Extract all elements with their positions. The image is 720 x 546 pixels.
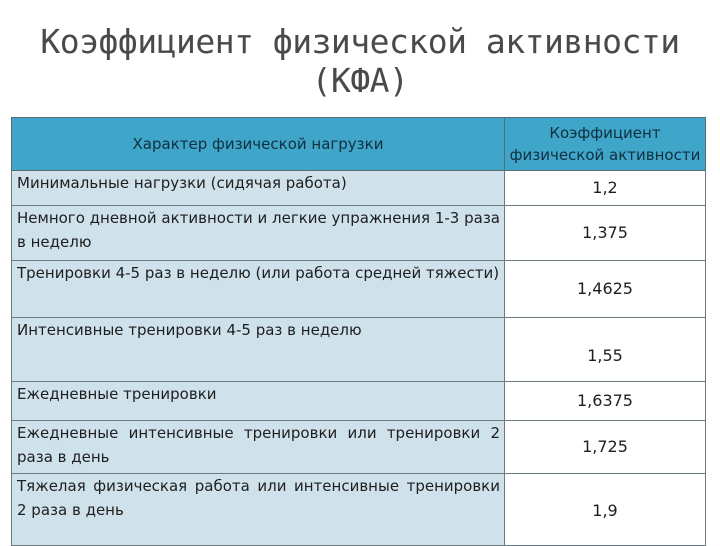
coefficient-cell: 1,725 xyxy=(505,421,706,474)
coefficient-cell: 1,9 xyxy=(505,474,706,546)
header-coefficient-line2: физической активности xyxy=(509,146,701,164)
header-coefficient xyxy=(505,118,706,171)
load-cell: Ежедневные тренировки xyxy=(12,382,505,421)
header-load-type: Характер физической нагрузки xyxy=(12,118,505,171)
table-row xyxy=(12,421,706,474)
table-header-row xyxy=(12,118,706,171)
coefficient-cell: 1,55 xyxy=(505,318,706,382)
load-cell: Тяжелая физическая работа или интенсивные тренировки 2 раза в день xyxy=(12,474,505,546)
table-row xyxy=(12,206,706,261)
coefficient-cell: 1,4625 xyxy=(505,261,706,318)
title-line-1: Коэффициент физической активности xyxy=(40,22,680,61)
table-row xyxy=(12,474,706,546)
load-cell: Минимальные нагрузки (сидячая работа) xyxy=(12,171,505,206)
activity-coefficient-table xyxy=(11,117,706,546)
table-row xyxy=(12,318,706,382)
table-row xyxy=(12,171,706,206)
coefficient-cell: 1,375 xyxy=(505,206,706,261)
table-row xyxy=(12,382,706,421)
load-cell: Немного дневной активности и легкие упражнения 1-3 раза в неделю xyxy=(12,206,505,261)
coefficient-cell: 1,6375 xyxy=(505,382,706,421)
load-cell: Тренировки 4-5 раз в неделю (или работа средней тяжести) xyxy=(12,261,505,318)
header-coefficient-line1: Коэффициент xyxy=(549,124,661,142)
load-cell: Ежедневные интенсивные тренировки или тренировки 2 раза в день xyxy=(12,421,505,474)
page-title xyxy=(0,22,720,100)
coefficient-cell: 1,2 xyxy=(505,171,706,206)
table-row xyxy=(12,261,706,318)
title-line-2: (КФА) xyxy=(311,61,409,100)
load-cell: Интенсивные тренировки 4-5 раз в неделю xyxy=(12,318,505,382)
